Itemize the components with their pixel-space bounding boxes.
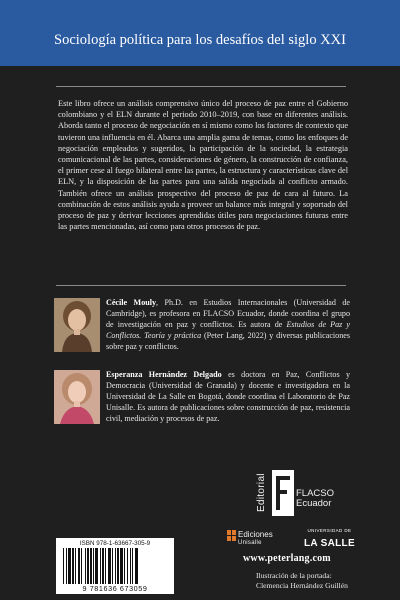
- author-photo-mouly: [54, 298, 100, 352]
- author-name: Cécile Mouly: [106, 298, 157, 307]
- author-name: Esperanza Hernández Delgado: [106, 370, 222, 379]
- publisher-website[interactable]: www.peterlang.com: [243, 553, 331, 564]
- isbn-barcode: [56, 538, 174, 594]
- flacso-line1: FLACSO: [296, 488, 335, 499]
- book-title: Estudios de Paz y Conflictos. Teoría y práctica: [106, 320, 350, 340]
- lasalle-small: UNIVERSIDAD DE: [307, 528, 352, 533]
- ediciones-logo-text: [238, 531, 273, 547]
- author-bio-mouly: [106, 297, 350, 352]
- cover-credit-line2: Clemencia Hernández Guillén: [256, 580, 348, 590]
- author-photo-hernandez: [54, 370, 100, 424]
- series-title: Sociología política para los desafíos del siglo XXI: [54, 32, 346, 48]
- ediciones-sub: Unisalle: [238, 540, 262, 546]
- editorial-label: Editorial: [256, 473, 267, 513]
- flacso-logo-text: [296, 489, 334, 509]
- isbn-label: ISBN 978-1-63667-305-9: [79, 540, 151, 547]
- ediciones-logo-icon: [227, 530, 236, 541]
- isbn-digits: 9 781636 673059: [82, 584, 148, 593]
- divider-top: [56, 86, 346, 87]
- divider-authors: [56, 285, 346, 286]
- cover-credit: [256, 571, 366, 590]
- ediciones-label: Ediciones: [238, 530, 273, 539]
- barcode-bars: [62, 548, 168, 584]
- lasalle-big: LA SALLE: [304, 538, 355, 549]
- author-bio-hernandez: [106, 369, 350, 424]
- flacso-line2: Ecuador: [296, 498, 332, 509]
- bio-text: (Peter Lang, 2022) y diversas publicaciones sobre paz y conflictos.: [106, 331, 351, 351]
- bio-text: es doctora en Paz, Conflictos y Democracia (Universidad de Granada) y docente e investigadora en la Universidad de La Salle en Bogotá, donde coordina el Laboratorio de Paz Unisalle. Es autora de publicaciones sobre construcción de paz, resistencia civil, mediación y procesos de paz.: [106, 370, 351, 423]
- flacso-logo-mark: [272, 470, 294, 516]
- lasalle-logo: [304, 528, 355, 551]
- bio-text: , Ph.D. en Estudios Internacionales (Universidad de Cambridge), es profesora en FLACSO Ecuador, donde coordina el grupo de investigación en paz y conflictos. Es autora de: [106, 298, 350, 329]
- book-blurb: Este libro ofrece un análisis comprensivo único del proceso de paz entre el Gobierno colombiano y el ELN durante el periodo 2010–2019, con base en diferentes análisis. Aborda tanto el proceso de negociación en sí mismo como los factores de contexto que tuvieron una influencia en él. Abarca una amplia gama de temas, como los enfoques de negociación empleados y sugeridos, la participación de la sociedad, la estrategia comunicacional de las partes, consideraciones de género, la construcción de confianza, el primer cese al fuego bilateral entre las partes, la estructura y características clave del ELN, y la disposición de las partes para una salida negociada al conflicto armado. También ofrece un análisis prospectivo del proceso de paz de cara al futuro. La combinación de estos análisis ayuda a proveer un balance más integral y soportado del proceso de paz y derivar lecciones aprendidas útiles para negociaciones futuras entre las partes mencionadas, así como para otros procesos de paz.: [58, 99, 348, 232]
- cover-credit-line1: Ilustración de la portada:: [256, 571, 332, 580]
